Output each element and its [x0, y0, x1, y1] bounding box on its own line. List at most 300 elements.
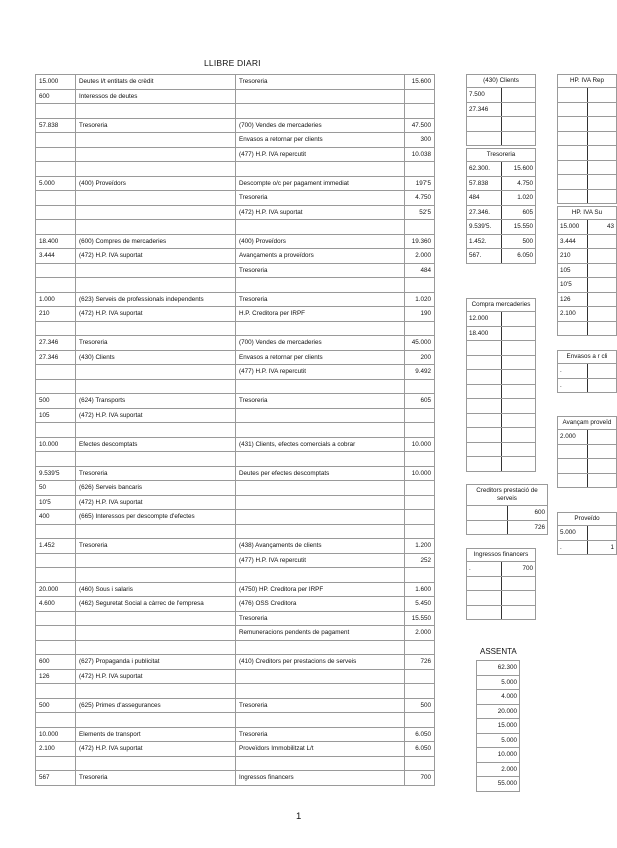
debit-amount	[36, 756, 76, 771]
debit-amount: 10'5	[36, 495, 76, 510]
debit-amount	[36, 611, 76, 626]
journal-row	[36, 205, 435, 220]
debit-account: (472) H.P. IVA suportat	[76, 307, 236, 322]
credit-amount: 700	[405, 771, 435, 786]
debit-amount: 105	[36, 408, 76, 423]
credit-amount	[405, 684, 435, 699]
credit-amount: 2.000	[405, 249, 435, 264]
t-account-credit	[501, 384, 536, 399]
credit-amount: 15.550	[405, 611, 435, 626]
t-account-row	[467, 102, 536, 117]
debit-account: Efectes descomptats	[76, 437, 236, 452]
t-account-debit: 9.539'5.	[467, 220, 502, 235]
t-account-credit	[587, 278, 617, 293]
debit-account: Tresoreria	[76, 771, 236, 786]
credit-account: (477) H.P. IVA repercutit	[236, 553, 405, 568]
t-account-row	[467, 162, 536, 177]
t-account-debit: 105	[558, 263, 588, 278]
debit-account	[76, 553, 236, 568]
t-account-tresoreria	[466, 148, 536, 264]
t-account-row	[558, 473, 617, 488]
credit-amount	[405, 452, 435, 467]
t-account-debit	[467, 520, 508, 535]
credit-amount	[405, 568, 435, 583]
t-account-debit: 567.	[467, 249, 502, 264]
t-account-debit	[558, 189, 588, 204]
t-account-row	[558, 102, 617, 117]
journal-row	[36, 292, 435, 307]
debit-amount: 567	[36, 771, 76, 786]
journal-row	[36, 220, 435, 235]
debit-amount: 10.000	[36, 727, 76, 742]
t-account-clients	[466, 74, 536, 146]
t-account-title: Ingressos financers	[467, 549, 536, 562]
t-account-debit: .	[467, 562, 502, 577]
t-account-debit: 210	[558, 249, 588, 264]
debit-amount: 3.444	[36, 249, 76, 264]
journal-row	[36, 365, 435, 380]
t-account-row	[467, 131, 536, 146]
t-account-hp-iva-repercutit	[557, 74, 617, 204]
debit-account	[76, 365, 236, 380]
credit-account	[236, 481, 405, 496]
debit-account	[76, 379, 236, 394]
t-account-row	[467, 506, 548, 521]
debit-account: Elements de transport	[76, 727, 236, 742]
journal-row	[36, 684, 435, 699]
t-account-row	[558, 459, 617, 474]
t-account-credit	[501, 88, 536, 103]
journal-row	[36, 640, 435, 655]
debit-amount: 500	[36, 394, 76, 409]
t-account-row	[467, 591, 536, 606]
journal-row	[36, 611, 435, 626]
assenta-value: 55.000	[477, 777, 520, 792]
debit-account: (472) H.P. IVA suportat	[76, 669, 236, 684]
t-account-row	[558, 444, 617, 459]
t-account-debit: 5.000	[558, 526, 588, 541]
assenta-value: 2.000	[477, 762, 520, 777]
debit-account: (430) Clients	[76, 350, 236, 365]
t-account-row	[467, 576, 536, 591]
journal-row	[36, 118, 435, 133]
t-account-credit	[501, 326, 536, 341]
assenta-value: 10.000	[477, 748, 520, 763]
t-account-row	[558, 321, 617, 336]
credit-account: Tresoreria	[236, 263, 405, 278]
credit-amount: 10.038	[405, 147, 435, 162]
assenta-box	[476, 660, 520, 792]
debit-amount	[36, 205, 76, 220]
journal-row	[36, 539, 435, 554]
credit-account	[236, 89, 405, 104]
credit-amount	[405, 104, 435, 119]
t-account-hp-iva-suportat	[557, 206, 617, 336]
t-account-debit	[467, 355, 502, 370]
t-account-debit: 15.000	[558, 220, 588, 235]
t-account-row	[467, 605, 536, 620]
t-account-debit	[558, 444, 588, 459]
t-account-credit	[587, 364, 617, 379]
debit-account: (624) Transports	[76, 394, 236, 409]
journal-row	[36, 626, 435, 641]
debit-account: Tresoreria	[76, 466, 236, 481]
t-account-credit	[587, 189, 617, 204]
debit-account	[76, 568, 236, 583]
debit-amount	[36, 263, 76, 278]
debit-account: (625) Primes d'assegurances	[76, 698, 236, 713]
t-account-row	[558, 430, 617, 445]
credit-account: Tresoreria	[236, 292, 405, 307]
t-account-row	[558, 540, 617, 555]
t-account-credit	[587, 378, 617, 393]
t-account-debit	[467, 576, 502, 591]
journal-row	[36, 191, 435, 206]
page-number: 1	[296, 811, 302, 822]
journal-row	[36, 669, 435, 684]
t-account-debit	[467, 370, 502, 385]
journal-row	[36, 394, 435, 409]
journal-table	[35, 74, 435, 786]
debit-amount: 27.346	[36, 350, 76, 365]
credit-account	[236, 162, 405, 177]
journal-row	[36, 655, 435, 670]
credit-account: Envasos a retornar per clients	[236, 133, 405, 148]
t-account-credit	[587, 249, 617, 264]
journal-row	[36, 249, 435, 264]
debit-account: (460) Sous i salaris	[76, 582, 236, 597]
t-account-creditors-prestacio-serveis	[466, 484, 548, 535]
t-account-debit: 10'5	[558, 278, 588, 293]
credit-amount	[405, 669, 435, 684]
t-account-title: Avançam proveïd	[558, 417, 617, 430]
debit-amount	[36, 365, 76, 380]
t-account-row	[467, 312, 536, 327]
debit-account: (472) H.P. IVA suportat	[76, 742, 236, 757]
debit-account	[76, 611, 236, 626]
t-account-row	[467, 234, 536, 249]
t-account-row	[467, 442, 536, 457]
journal-row	[36, 510, 435, 525]
credit-account	[236, 452, 405, 467]
credit-account	[236, 568, 405, 583]
t-account-row	[558, 307, 617, 322]
t-account-row	[558, 160, 617, 175]
t-account-debit: 18.400	[467, 326, 502, 341]
t-account-debit	[467, 413, 502, 428]
debit-amount	[36, 162, 76, 177]
t-account-row	[558, 189, 617, 204]
credit-amount	[405, 89, 435, 104]
t-account-row	[467, 326, 536, 341]
credit-account	[236, 495, 405, 510]
journal-row	[36, 350, 435, 365]
debit-account: (627) Propaganda i publicitat	[76, 655, 236, 670]
t-account-debit	[558, 473, 588, 488]
t-account-credit	[587, 131, 617, 146]
t-account-debit: 62.300.	[467, 162, 502, 177]
t-account-credit: 600	[507, 506, 548, 521]
debit-account: Tresoreria	[76, 539, 236, 554]
t-account-row	[467, 562, 536, 577]
credit-amount: 500	[405, 698, 435, 713]
t-account-debit: 3.444	[558, 234, 588, 249]
credit-amount	[405, 756, 435, 771]
assenta-value: 15.000	[477, 719, 520, 734]
t-account-credit	[501, 312, 536, 327]
t-account-row	[558, 117, 617, 132]
debit-account: Deutes l/t entitats de crèdit	[76, 75, 236, 90]
t-account-credit	[587, 175, 617, 190]
credit-amount: 190	[405, 307, 435, 322]
debit-account: (462) Seguretat Social a càrrec de l'empresa	[76, 597, 236, 612]
t-account-credit: 605	[501, 205, 536, 220]
credit-amount: 197'5	[405, 176, 435, 191]
t-account-row	[467, 399, 536, 414]
credit-account: Proveïdors Immobilitzat L/t	[236, 742, 405, 757]
credit-amount: 252	[405, 553, 435, 568]
t-account-debit: 2.000	[558, 430, 588, 445]
credit-account	[236, 640, 405, 655]
credit-account: (472) H.P. IVA suportat	[236, 205, 405, 220]
credit-account	[236, 321, 405, 336]
debit-account	[76, 423, 236, 438]
journal-row	[36, 742, 435, 757]
t-account-row	[558, 88, 617, 103]
t-account-debit: .	[558, 540, 588, 555]
t-account-debit	[558, 321, 588, 336]
journal-row	[36, 307, 435, 322]
credit-account	[236, 278, 405, 293]
credit-amount: 2.000	[405, 626, 435, 641]
t-account-debit	[467, 341, 502, 356]
credit-account: Tresoreria	[236, 698, 405, 713]
debit-account: (665) Interessos per descompte d'efectes	[76, 510, 236, 525]
t-account-debit: 126	[558, 292, 588, 307]
debit-account	[76, 278, 236, 293]
credit-account: (4750) HP. Creditora per IRPF	[236, 582, 405, 597]
t-account-debit	[467, 442, 502, 457]
t-account-credit: 726	[507, 520, 548, 535]
debit-amount	[36, 423, 76, 438]
credit-account: Envasos a retornar per clients	[236, 350, 405, 365]
debit-amount	[36, 104, 76, 119]
t-account-credit: 15.550	[501, 220, 536, 235]
credit-amount: 4.750	[405, 191, 435, 206]
credit-amount: 45.000	[405, 336, 435, 351]
credit-account: (400) Proveïdors	[236, 234, 405, 249]
journal-row	[36, 176, 435, 191]
t-account-debit	[467, 605, 502, 620]
credit-amount: 605	[405, 394, 435, 409]
debit-amount: 18.400	[36, 234, 76, 249]
t-account-debit: .	[558, 364, 588, 379]
t-account-row	[558, 263, 617, 278]
journal-row	[36, 278, 435, 293]
credit-amount	[405, 423, 435, 438]
credit-account: (476) OSS Creditora	[236, 597, 405, 612]
t-account-row	[558, 292, 617, 307]
journal-row	[36, 75, 435, 90]
t-account-credit	[587, 473, 617, 488]
t-account-credit	[587, 292, 617, 307]
debit-account	[76, 147, 236, 162]
debit-amount	[36, 147, 76, 162]
assenta-value: 20.000	[477, 704, 520, 719]
t-account-credit	[501, 399, 536, 414]
debit-account: (472) H.P. IVA suportat	[76, 249, 236, 264]
debit-amount	[36, 220, 76, 235]
credit-account: (438) Avançaments de clients	[236, 539, 405, 554]
journal-row	[36, 104, 435, 119]
debit-amount: 2.100	[36, 742, 76, 757]
t-account-credit	[501, 442, 536, 457]
debit-amount	[36, 553, 76, 568]
page-title: LLIBRE DIARI	[204, 58, 261, 68]
t-account-row	[467, 370, 536, 385]
debit-amount	[36, 133, 76, 148]
t-account-debit: 57.838	[467, 176, 502, 191]
credit-amount: 484	[405, 263, 435, 278]
t-account-row	[558, 278, 617, 293]
journal-row	[36, 423, 435, 438]
credit-account	[236, 423, 405, 438]
t-account-row	[467, 117, 536, 132]
t-account-debit	[467, 591, 502, 606]
journal-row	[36, 568, 435, 583]
credit-account: (477) H.P. IVA repercutit	[236, 147, 405, 162]
debit-account	[76, 626, 236, 641]
credit-amount: 1.200	[405, 539, 435, 554]
t-account-title: HP. IVA Rep	[558, 75, 617, 88]
credit-account: Tresoreria	[236, 727, 405, 742]
t-account-credit: 500	[501, 234, 536, 249]
t-account-title: Proveïdo	[558, 513, 617, 526]
t-account-credit	[587, 307, 617, 322]
debit-amount: 5.000	[36, 176, 76, 191]
t-account-credit: 43	[587, 220, 617, 235]
journal-row	[36, 756, 435, 771]
t-account-row	[558, 146, 617, 161]
debit-account: (600) Compres de mercaderies	[76, 234, 236, 249]
t-account-debit: 2.100	[558, 307, 588, 322]
credit-account: H.P. Creditora per IRPF	[236, 307, 405, 322]
credit-account: Ingressos financers	[236, 771, 405, 786]
journal-row	[36, 481, 435, 496]
debit-account: (472) H.P. IVA suportat	[76, 408, 236, 423]
t-account-credit	[501, 355, 536, 370]
debit-account: Interessos de deutes	[76, 89, 236, 104]
t-account-debit	[558, 131, 588, 146]
credit-amount	[405, 524, 435, 539]
t-account-credit	[501, 341, 536, 356]
debit-amount: 1.000	[36, 292, 76, 307]
t-account-row	[558, 234, 617, 249]
t-account-credit	[587, 117, 617, 132]
debit-amount: 10.000	[36, 437, 76, 452]
t-account-debit: .	[558, 378, 588, 393]
debit-account: (472) H.P. IVA suportat	[76, 495, 236, 510]
t-account-credit	[501, 457, 536, 472]
t-account-credit	[587, 88, 617, 103]
debit-account: Tresoreria	[76, 118, 236, 133]
credit-amount: 47.500	[405, 118, 435, 133]
debit-account	[76, 191, 236, 206]
t-account-credit	[587, 234, 617, 249]
journal-row	[36, 234, 435, 249]
t-account-debit: 12.000	[467, 312, 502, 327]
credit-amount: 10.000	[405, 437, 435, 452]
t-account-credit: 700	[501, 562, 536, 577]
t-account-debit: 27.346	[467, 102, 502, 117]
credit-account	[236, 669, 405, 684]
credit-account: Avançaments a proveïdors	[236, 249, 405, 264]
t-account-row	[467, 176, 536, 191]
credit-amount: 300	[405, 133, 435, 148]
debit-amount	[36, 191, 76, 206]
debit-account	[76, 220, 236, 235]
t-account-debit	[467, 131, 502, 146]
t-account-debit: 1.452.	[467, 234, 502, 249]
t-account-debit	[467, 506, 508, 521]
debit-amount: 50	[36, 481, 76, 496]
credit-amount: 6.050	[405, 727, 435, 742]
debit-account	[76, 321, 236, 336]
journal-row	[36, 727, 435, 742]
t-account-credit	[501, 131, 536, 146]
journal-row	[36, 133, 435, 148]
t-account-debit	[467, 384, 502, 399]
t-account-row	[558, 378, 617, 393]
t-account-credit	[587, 146, 617, 161]
debit-amount: 1.452	[36, 539, 76, 554]
debit-account	[76, 205, 236, 220]
t-account-debit	[558, 88, 588, 103]
t-account-debit: 7.500	[467, 88, 502, 103]
t-account-row	[467, 384, 536, 399]
t-account-credit	[501, 370, 536, 385]
credit-account: Tresoreria	[236, 611, 405, 626]
debit-account	[76, 524, 236, 539]
credit-account: Remuneracions pendents de pagament	[236, 626, 405, 641]
t-account-debit	[558, 175, 588, 190]
journal-row	[36, 89, 435, 104]
credit-account	[236, 379, 405, 394]
credit-amount	[405, 481, 435, 496]
t-account-credit: 1	[587, 540, 617, 555]
debit-account	[76, 684, 236, 699]
t-account-credit	[501, 605, 536, 620]
journal-row	[36, 162, 435, 177]
t-account-row	[467, 520, 548, 535]
credit-amount: 1.600	[405, 582, 435, 597]
t-account-credit	[587, 459, 617, 474]
debit-account	[76, 756, 236, 771]
credit-account	[236, 408, 405, 423]
credit-account: (410) Creditors per prestacions de serveis	[236, 655, 405, 670]
journal-row	[36, 408, 435, 423]
t-account-proveidors	[557, 512, 617, 555]
assenta-label: ASSENTA	[480, 647, 517, 656]
debit-account: (626) Serveis bancaris	[76, 481, 236, 496]
journal-row	[36, 597, 435, 612]
t-account-credit	[501, 591, 536, 606]
credit-amount: 15.600	[405, 75, 435, 90]
debit-amount	[36, 524, 76, 539]
t-account-row	[467, 341, 536, 356]
credit-amount: 19.360	[405, 234, 435, 249]
debit-amount	[36, 568, 76, 583]
